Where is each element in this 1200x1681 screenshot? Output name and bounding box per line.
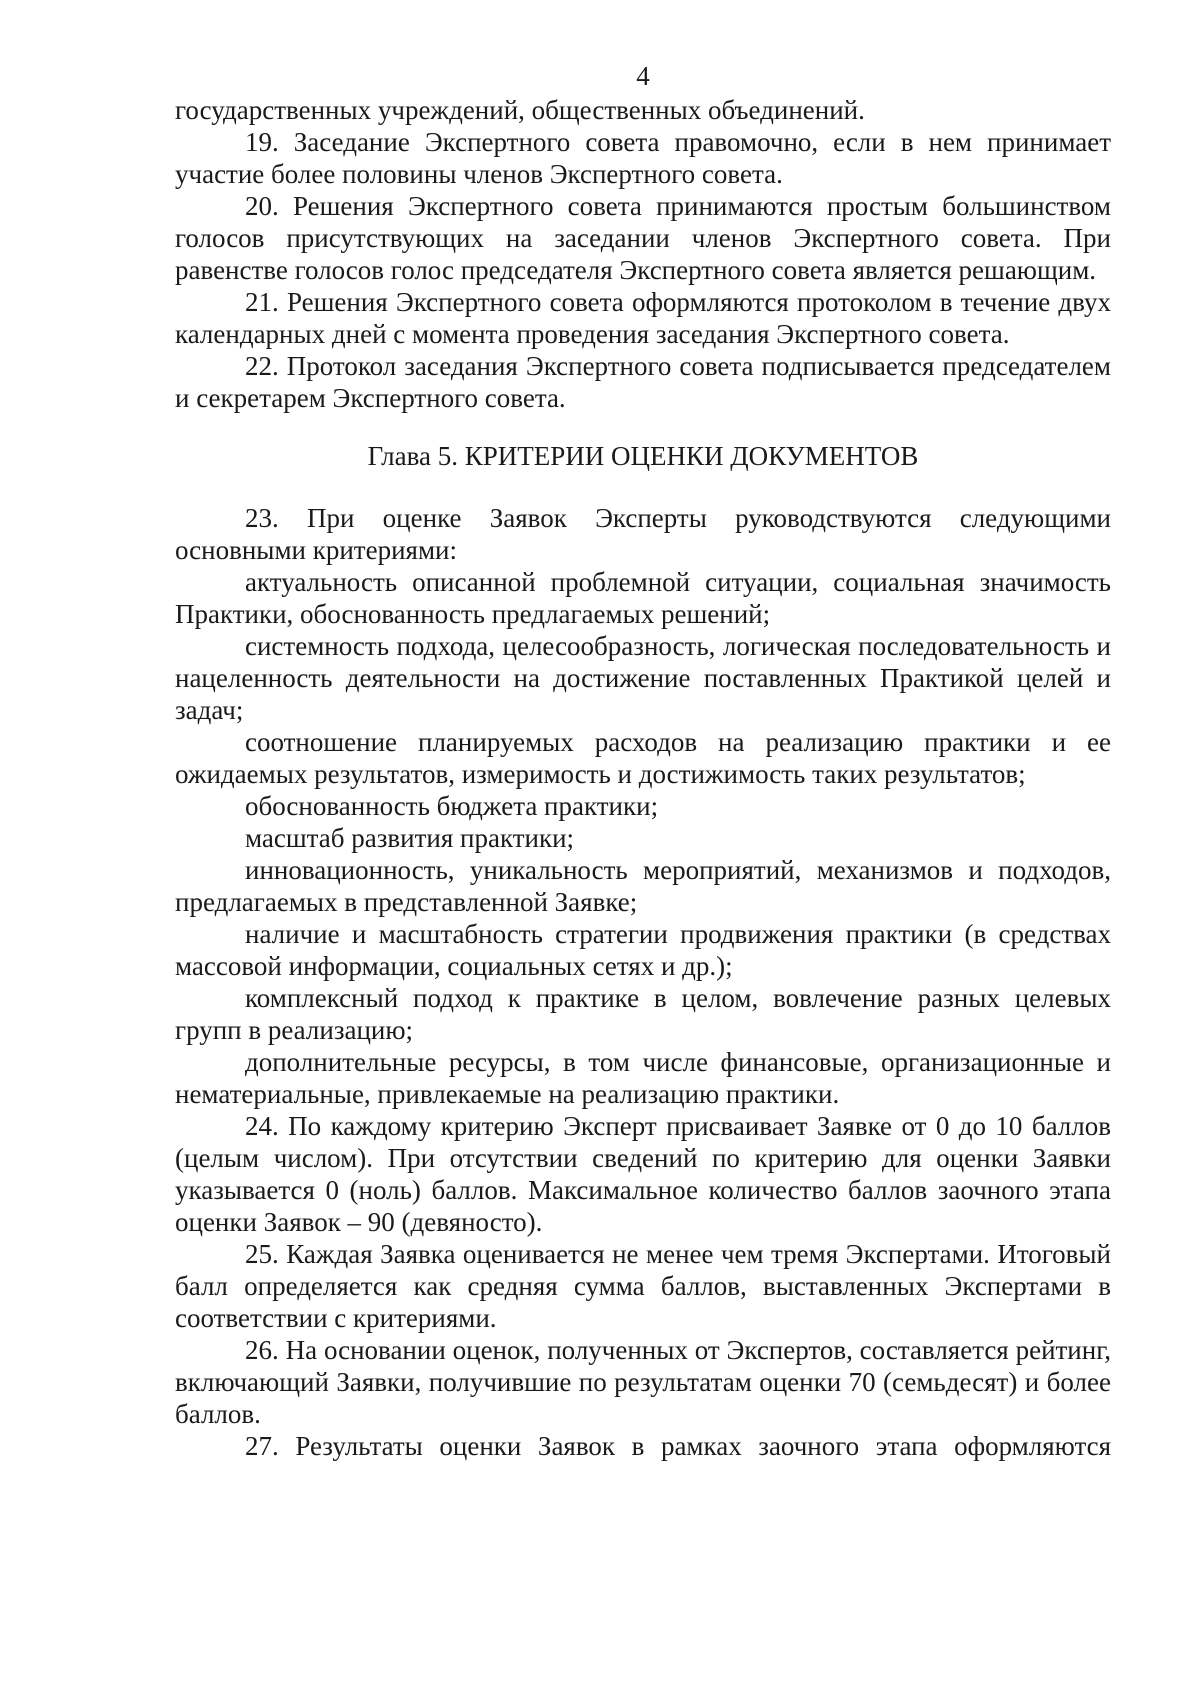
chapter-title: Глава 5. КРИТЕРИИ ОЦЕНКИ ДОКУМЕНТОВ — [367, 441, 919, 471]
paragraph-19: 19. Заседание Экспертного совета правомочно, если в нем принимает участие более половины членов Экспертного совета. — [175, 127, 1111, 189]
criterion-item: системность подхода, целесообразность, логическая последовательность и нацеленность деятельности на достижение поставленных Практикой целей и задач; — [175, 631, 1111, 725]
criterion-item: актуальность описанной проблемной ситуации, социальная значимость Практики, обоснованность предлагаемых решений; — [175, 567, 1111, 629]
paragraph-23: 23. При оценке Заявок Эксперты руководствуются следующими основными критериями: — [175, 503, 1111, 565]
paragraph-27: 27. Результаты оценки Заявок в рамках заочного этапа оформляются — [245, 1431, 1111, 1461]
paragraph-22: 22. Протокол заседания Экспертного совета подписывается председателем и секретарем Экспертного совета. — [175, 351, 1111, 413]
paragraph-26: 26. На основании оценок, полученных от Экспертов, составляется рейтинг, включающий Заявки, получившие по результатам оценки 70 (семьдесят) и более баллов. — [175, 1335, 1111, 1429]
paragraph-21: 21. Решения Экспертного совета оформляются протоколом в течение двух календарных дней с момента проведения заседания Экспертного совета. — [175, 287, 1111, 349]
paragraph: государственных учреждений, общественных объединений. — [175, 95, 865, 125]
paragraph-25: 25. Каждая Заявка оценивается не менее чем тремя Экспертами. Итоговый балл определяется как средняя сумма баллов, выставленных Экспертами в соответствии с критериями. — [175, 1239, 1111, 1333]
criterion-item: дополнительные ресурсы, в том числе финансовые, организационные и нематериальные, привлекаемые на реализацию практики. — [175, 1047, 1111, 1109]
criterion-item: комплексный подход к практике в целом, вовлечение разных целевых групп в реализацию; — [175, 983, 1111, 1045]
criterion-item: инновационность, уникальность мероприятий, механизмов и подходов, предлагаемых в представленной Заявке; — [175, 855, 1111, 917]
section-before-chapter — [175, 94, 1111, 414]
paragraph-20: 20. Решения Экспертного совета принимаются простым большинством голосов присутствующих на заседании членов Экспертного совета. При равенстве голосов голос председателя Экспертного совета является решающим. — [175, 191, 1111, 285]
criterion-item: масштаб развития практики; — [245, 823, 575, 853]
section-chapter-5 — [175, 502, 1111, 1462]
criterion-item: наличие и масштабность стратегии продвижения практики (в средствах массовой информации, социальных сетях и др.); — [175, 919, 1111, 981]
paragraph-24: 24. По каждому критерию Эксперт присваивает Заявке от 0 до 10 баллов (целым числом). При отсутствии сведений по критерию для оценки Заявки указывается 0 (ноль) баллов. Максимальное количество баллов заочного этапа оценки Заявок – 90 (девяносто). — [175, 1111, 1111, 1237]
criterion-item: обоснованность бюджета практики; — [245, 791, 659, 821]
page-number: 4 — [636, 61, 650, 91]
criterion-item: соотношение планируемых расходов на реализацию практики и ее ожидаемых результатов, измеримость и достижимость таких результатов; — [175, 727, 1111, 789]
document-page — [175, 60, 1111, 1462]
